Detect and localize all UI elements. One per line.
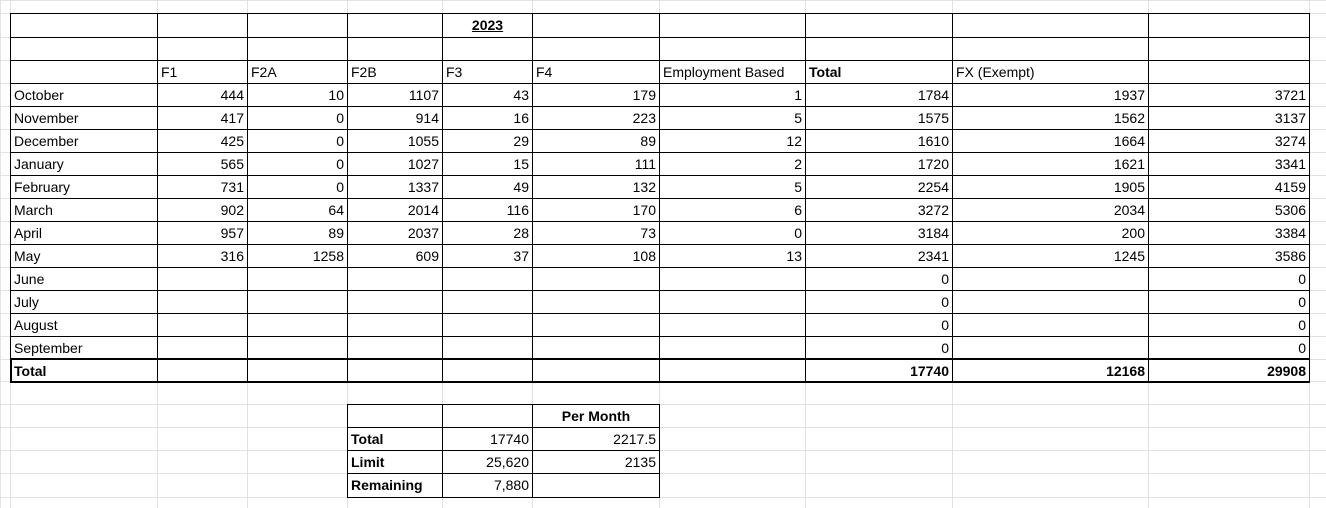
data-cell[interactable]	[443, 268, 532, 290]
data-cell[interactable]: 116	[506, 202, 529, 218]
data-cell[interactable]: 1562	[1113, 110, 1145, 126]
month-label[interactable]: July	[14, 294, 39, 310]
data-cell[interactable]	[533, 337, 659, 359]
data-cell[interactable]	[158, 314, 247, 336]
data-cell[interactable]: 2014	[407, 202, 439, 218]
summary-label[interactable]: Total	[351, 431, 384, 447]
data-cell[interactable]: 0	[941, 340, 949, 356]
data-cell[interactable]: 0	[941, 294, 949, 310]
data-cell[interactable]: 914	[415, 110, 439, 126]
data-cell[interactable]: 6	[794, 202, 802, 218]
data-cell[interactable]: 0	[1298, 340, 1306, 356]
data-cell[interactable]: 1905	[1113, 179, 1145, 195]
month-label[interactable]: October	[14, 87, 64, 103]
data-cell[interactable]: 223	[632, 110, 656, 126]
data-cell[interactable]: 0	[1298, 294, 1306, 310]
total-cell[interactable]	[158, 360, 247, 381]
column-header[interactable]: FX (Exempt)	[956, 64, 1035, 80]
data-cell[interactable]: 3341	[1274, 156, 1306, 172]
data-cell[interactable]: 13	[786, 248, 802, 264]
data-cell[interactable]	[953, 268, 1148, 290]
month-label[interactable]: December	[14, 133, 79, 149]
data-cell[interactable]: 5	[794, 110, 802, 126]
data-cell[interactable]: 3384	[1274, 225, 1306, 241]
total-cell[interactable]	[660, 360, 805, 381]
data-cell[interactable]: 43	[513, 87, 529, 103]
data-cell[interactable]: 1	[794, 87, 802, 103]
data-cell[interactable]: 3721	[1274, 87, 1306, 103]
data-cell[interactable]: 0	[941, 317, 949, 333]
data-cell[interactable]: 5306	[1274, 202, 1306, 218]
cell-border	[10, 13, 1310, 14]
summary-per-month[interactable]: 2217.5	[613, 431, 656, 447]
data-cell[interactable]: 1720	[917, 156, 949, 172]
month-label[interactable]: May	[14, 248, 41, 264]
data-cell[interactable]: 0	[941, 271, 949, 287]
data-cell[interactable]: 3272	[917, 202, 949, 218]
month-label[interactable]: June	[14, 271, 45, 287]
data-cell[interactable]: 565	[220, 156, 244, 172]
data-cell[interactable]: 64	[328, 202, 344, 218]
month-label[interactable]: February	[14, 179, 71, 195]
data-cell[interactable]: 2037	[407, 225, 439, 241]
data-cell[interactable]: 200	[1121, 225, 1145, 241]
data-cell[interactable]	[158, 337, 247, 359]
total-cell[interactable]	[443, 360, 532, 381]
data-cell[interactable]	[533, 314, 659, 336]
data-cell[interactable]	[248, 291, 347, 313]
data-cell[interactable]: 29	[513, 133, 529, 149]
data-cell[interactable]: 108	[632, 248, 656, 264]
data-cell[interactable]: 12	[786, 133, 802, 149]
data-cell[interactable]: 1575	[917, 110, 949, 126]
total-cell[interactable]	[248, 360, 347, 381]
column-header[interactable]: F4	[536, 64, 553, 80]
total-cell[interactable]	[533, 360, 659, 381]
data-cell[interactable]	[953, 314, 1148, 336]
total-cell[interactable]: 12168	[1106, 363, 1145, 379]
gridline	[0, 404, 1326, 405]
data-cell[interactable]: 0	[336, 179, 344, 195]
data-cell[interactable]: 1784	[917, 87, 949, 103]
data-cell[interactable]: 170	[632, 202, 656, 218]
data-cell[interactable]: 0	[1298, 271, 1306, 287]
data-cell[interactable]	[443, 314, 532, 336]
data-cell[interactable]: 1055	[407, 133, 439, 149]
data-cell[interactable]	[533, 291, 659, 313]
data-cell[interactable]: 2254	[917, 179, 949, 195]
data-cell[interactable]	[248, 337, 347, 359]
data-cell[interactable]: 73	[640, 225, 656, 241]
data-cell[interactable]	[443, 291, 532, 313]
summary-label[interactable]: Remaining	[351, 477, 423, 493]
data-cell[interactable]	[348, 314, 442, 336]
data-cell[interactable]: 37	[513, 248, 529, 264]
column-header[interactable]: F1	[161, 64, 178, 80]
data-cell[interactable]	[158, 291, 247, 313]
data-cell[interactable]: 1610	[917, 133, 949, 149]
data-cell[interactable]: 444	[220, 87, 244, 103]
month-label[interactable]: September	[14, 340, 83, 356]
data-cell[interactable]: 89	[328, 225, 344, 241]
data-cell[interactable]: 425	[220, 133, 244, 149]
data-cell[interactable]: 3586	[1274, 248, 1306, 264]
gridline	[0, 473, 1326, 474]
data-cell[interactable]: 2	[794, 156, 802, 172]
summary-value[interactable]: 7,880	[493, 477, 529, 493]
column-header[interactable]: F3	[446, 64, 463, 80]
data-cell[interactable]: 0	[336, 156, 344, 172]
data-cell[interactable]: 1245	[1113, 248, 1145, 264]
column-header[interactable]	[1149, 61, 1309, 83]
data-cell[interactable]	[348, 337, 442, 359]
data-cell[interactable]: 89	[640, 133, 656, 149]
data-cell[interactable]: 3184	[917, 225, 949, 241]
month-label[interactable]: April	[14, 225, 43, 241]
data-cell[interactable]: 1664	[1113, 133, 1145, 149]
data-cell[interactable]	[348, 268, 442, 290]
data-cell[interactable]	[248, 314, 347, 336]
data-cell[interactable]: 132	[632, 179, 656, 195]
data-cell[interactable]: 731	[220, 179, 244, 195]
data-cell[interactable]: 316	[220, 248, 244, 264]
data-cell[interactable]: 417	[220, 110, 244, 126]
month-label[interactable]: March	[14, 202, 53, 218]
cell-border	[1309, 13, 1310, 383]
data-cell[interactable]: 0	[794, 225, 802, 241]
per-month-header[interactable]: Per Month	[561, 408, 631, 424]
data-cell[interactable]: 5	[794, 179, 802, 195]
column-header[interactable]: Total	[809, 64, 842, 80]
cell-border	[10, 381, 1310, 383]
data-cell[interactable]: 179	[632, 87, 656, 103]
data-cell[interactable]: 3137	[1274, 110, 1306, 126]
column-header[interactable]: F2B	[351, 64, 377, 80]
summary-label[interactable]: Limit	[351, 454, 385, 470]
column-header[interactable]: F2A	[251, 64, 277, 80]
total-cell[interactable]: 29908	[1267, 363, 1306, 379]
summary-value[interactable]: 25,620	[486, 454, 529, 470]
data-cell[interactable]	[953, 291, 1148, 313]
cell-border	[347, 497, 660, 498]
data-cell[interactable]: 1027	[407, 156, 439, 172]
data-cell[interactable]	[660, 314, 805, 336]
data-cell[interactable]	[953, 337, 1148, 359]
summary-per-month[interactable]	[533, 474, 659, 497]
data-cell[interactable]	[660, 291, 805, 313]
data-cell[interactable]	[533, 268, 659, 290]
data-cell[interactable]: 1337	[407, 179, 439, 195]
data-cell[interactable]: 1937	[1113, 87, 1145, 103]
data-cell[interactable]: 609	[415, 248, 439, 264]
data-cell[interactable]: 28	[513, 225, 529, 241]
data-cell[interactable]	[443, 337, 532, 359]
data-cell[interactable]: 15	[513, 156, 529, 172]
gridline	[0, 427, 1326, 428]
column-header[interactable]: Employment Based	[663, 64, 785, 80]
gridline	[0, 497, 1326, 498]
data-cell[interactable]: 111	[634, 156, 656, 172]
month-label[interactable]: November	[14, 110, 79, 126]
data-cell[interactable]	[660, 337, 805, 359]
month-label[interactable]: January	[14, 156, 64, 172]
data-cell[interactable]: 2034	[1113, 202, 1145, 218]
data-cell[interactable]: 4159	[1274, 179, 1306, 195]
data-cell[interactable]: 1107	[408, 87, 439, 103]
data-cell[interactable]	[248, 268, 347, 290]
data-cell[interactable]: 16	[513, 110, 529, 126]
total-label[interactable]: Total	[14, 363, 47, 379]
data-cell[interactable]: 957	[220, 225, 244, 241]
data-cell[interactable]: 10	[328, 87, 344, 103]
data-cell[interactable]	[158, 268, 247, 290]
data-cell[interactable]: 1621	[1113, 156, 1145, 172]
data-cell[interactable]: 0	[336, 133, 344, 149]
summary-per-month[interactable]: 2135	[624, 454, 656, 470]
data-cell[interactable]: 0	[336, 110, 344, 126]
data-cell[interactable]: 902	[220, 202, 244, 218]
data-cell[interactable]: 3274	[1274, 133, 1306, 149]
total-cell[interactable]: 17740	[910, 363, 949, 379]
data-cell[interactable]: 0	[1298, 317, 1306, 333]
gridline	[0, 450, 1326, 451]
data-cell[interactable]: 2341	[917, 248, 949, 264]
cell-border	[659, 404, 660, 498]
year-title[interactable]: 2023	[471, 17, 504, 33]
summary-value[interactable]: 17740	[490, 431, 529, 447]
total-cell[interactable]	[348, 360, 442, 381]
data-cell[interactable]: 1258	[312, 248, 344, 264]
month-label[interactable]: August	[14, 317, 58, 333]
data-cell[interactable]: 49	[513, 179, 529, 195]
cell-border	[10, 37, 1310, 38]
data-cell[interactable]	[348, 291, 442, 313]
data-cell[interactable]	[660, 268, 805, 290]
